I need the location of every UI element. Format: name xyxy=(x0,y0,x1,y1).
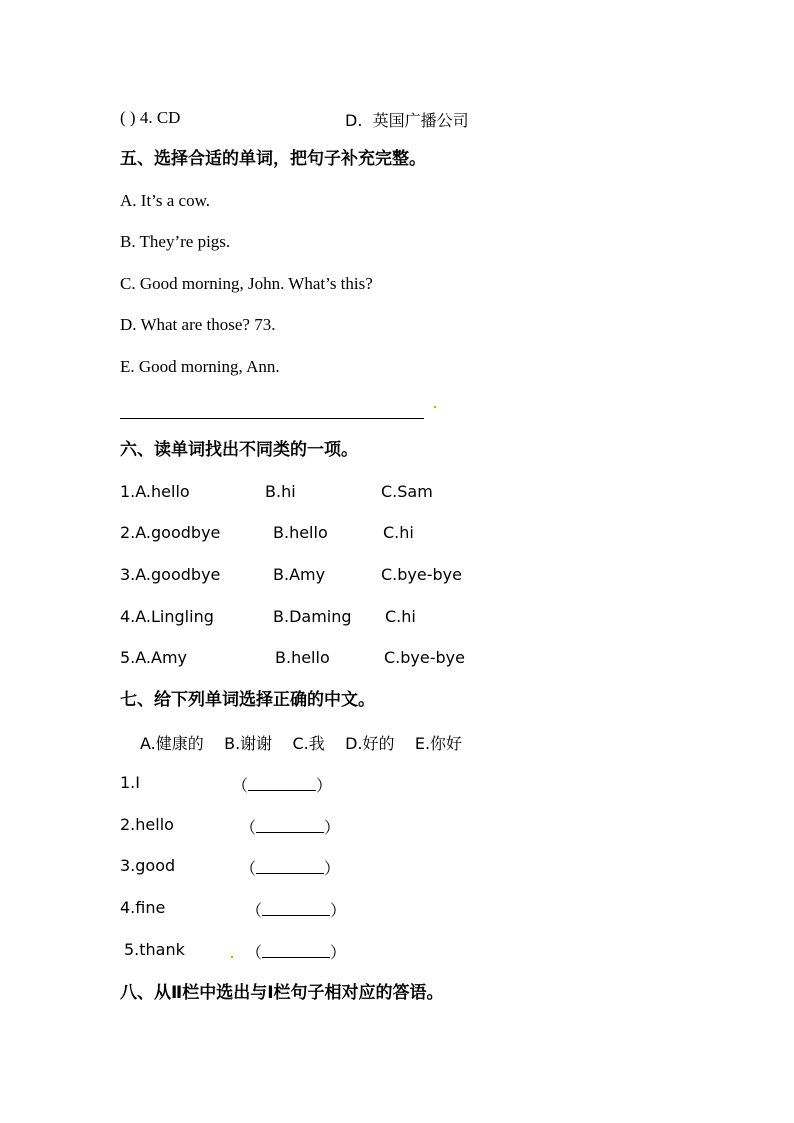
s6-row1-c: C.Sam xyxy=(381,482,433,501)
s6-row3-b: B.Amy xyxy=(273,565,326,584)
s7-item-4: 4.fine xyxy=(120,898,166,917)
section5-option-d: D. What are those? 73. xyxy=(120,315,276,334)
s7-item-2: 2.hello xyxy=(120,815,174,834)
s6-row2-a: 2.A.goodbye xyxy=(120,523,221,542)
s6-row1-a: 1.A.hello xyxy=(120,482,190,501)
section5-option-e: E. Good morning, Ann. xyxy=(120,357,280,376)
s7-item-3: 3.good xyxy=(120,856,176,875)
s6-row2-b: B.hello xyxy=(273,523,328,542)
s6-row4-b: B.Daming xyxy=(273,607,352,626)
s7-blank-3[interactable]: （ ） xyxy=(240,859,341,878)
answer-line[interactable] xyxy=(120,418,424,419)
section6-title: 六、读单词找出不同类的一项。 xyxy=(120,440,358,460)
s6-row2-c: C.hi xyxy=(383,523,414,542)
section5-title: 五、选择合适的单词，把句子补充完整。 xyxy=(120,149,426,169)
s6-row5-b: B.hello xyxy=(275,648,330,667)
s6-row1-b: B.hi xyxy=(265,482,296,501)
s6-row5-a: 5.A.Amy xyxy=(120,648,188,667)
s7-item-1: 1.I xyxy=(120,773,140,792)
s7-blank-5[interactable]: （ ） xyxy=(246,943,347,962)
q4-item-text: ( ) 4. CD xyxy=(120,108,181,127)
s6-row4-a: 4.A.Lingling xyxy=(120,607,214,626)
s7-blank-1[interactable]: （ ） xyxy=(232,776,333,795)
s6-row4-c: C.hi xyxy=(385,607,416,626)
q4-item-option-d: D. 英国广播公司 xyxy=(345,111,469,130)
section7-choices: A.健康的 B.谢谢 C.我 D.好的 E.你好 xyxy=(140,734,463,753)
stray-mark-2 xyxy=(231,956,233,958)
s6-row3-a: 3.A.goodbye xyxy=(120,565,221,584)
section5-option-c: C. Good morning, John. What’s this? xyxy=(120,274,373,293)
s7-item-5: 5.thank xyxy=(124,940,185,959)
s6-row5-c: C.bye-bye xyxy=(384,648,465,667)
section5-option-b: B. They’re pigs. xyxy=(120,232,231,251)
section7-title: 七、给下列单词选择正确的中文。 xyxy=(120,690,375,710)
section5-option-a: A. It’s a cow. xyxy=(120,191,211,210)
section8-title: 八、从Ⅱ栏中选出与Ⅰ栏句子相对应的答语。 xyxy=(120,983,444,1003)
s7-blank-4[interactable]: （ ） xyxy=(246,901,347,920)
s6-row3-c: C.bye-bye xyxy=(381,565,462,584)
s7-blank-2[interactable]: （ ） xyxy=(240,818,341,837)
stray-mark xyxy=(434,406,436,408)
